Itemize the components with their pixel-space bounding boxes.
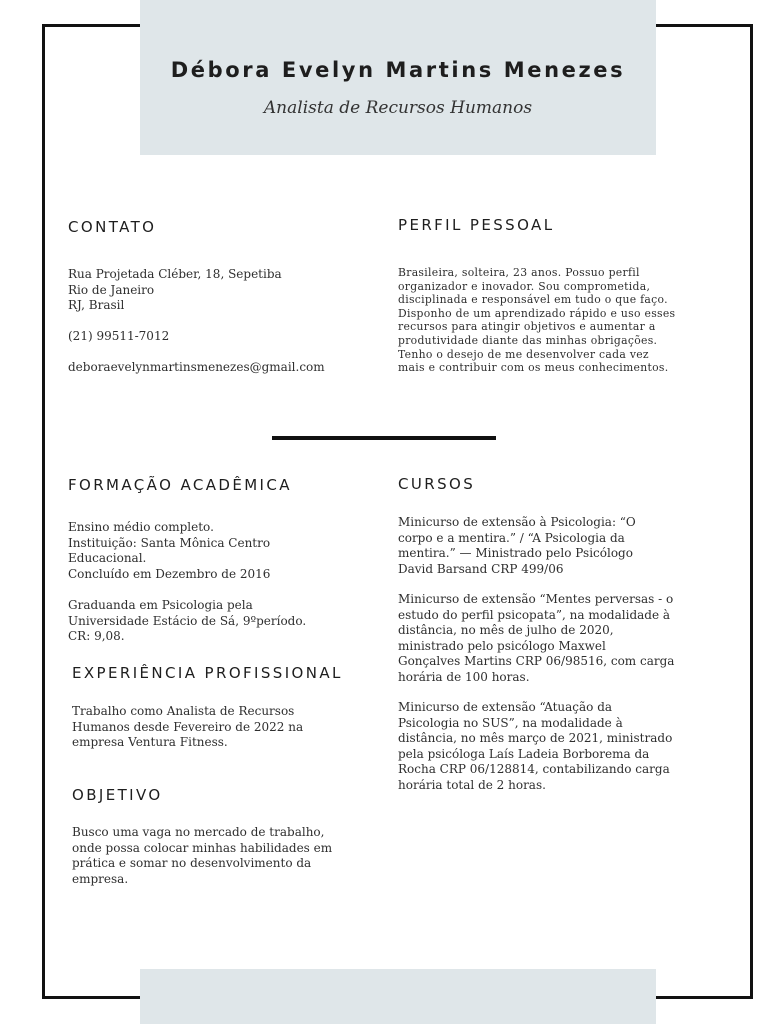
section-divider [272,436,496,440]
experiencia-text: Trabalho como Analista de Recursos Humanos desde Fevereiro de 2022 na empresa Ventura Fitness. [72,704,304,749]
contato-address: Rua Projetada Cléber, 18, Sepetiba Rio de Janeiro RJ, Brasil [68,267,282,312]
objetivo-heading: OBJETIVO [72,786,163,804]
candidate-role: Analista de Recursos Humanos [263,98,533,118]
perfil-heading: PERFIL PESSOAL [398,216,555,234]
perfil-text: Brasileira, solteira, 23 anos. Possuo perfil organizador e inovador. Sou comprometida, disciplinada e responsável em tudo o que faço. Disponho de um aprendizado rápido e uso esses recursos para atingir objetivos e aumentar a produtividade diante das minhas obrigações. Tenho o desejo de me desenvolver cada vez mais e contribuir com os meus conhecimentos. [398,266,676,375]
cursos-heading: CURSOS [398,475,476,493]
objetivo-text: Busco uma vaga no mercado de trabalho, onde possa colocar minhas habilidades em prática e somar no desenvolvimento da empresa. [72,825,333,886]
formacao-item-2: Graduanda em Psicologia pela Universidade Estácio de Sá, 9ºperíodo. CR: 9,08. [68,598,307,643]
contato-heading: CONTATO [68,218,157,236]
formacao-heading: FORMAÇÃO ACADÊMICA [68,476,292,494]
contato-phone: (21) 99511-7012 [68,329,170,343]
formacao-item-1: Ensino médio completo. Instituição: Santa Mônica Centro Educacional. Concluído em Dezembro de 2016 [68,520,271,581]
experiencia-heading: EXPERIÊNCIA PROFISSIONAL [72,664,343,682]
candidate-name: Débora Evelyn Martins Menezes [170,58,626,82]
contato-email: deboraevelynmartinsmenezes@gmail.com [68,360,325,374]
curso-item-1: Minicurso de extensão à Psicologia: “O corpo e a mentira.” / “A Psicologia da mentira.” — Ministrado pelo Psicólogo David Barsand CRP 499/06 [398,515,636,576]
footer-background [140,969,656,1024]
curso-item-3: Minicurso de extensão “Atuação da Psicologia no SUS”, na modalidade à distância, no mês março de 2021, ministrado pela psicóloga Laís Ladeia Borborema da Rocha CRP 06/128814, contabilizando carga horária total de 2 horas. [398,700,673,792]
curso-item-2: Minicurso de extensão “Mentes perversas - o estudo do perfil psicopata”, na modalidade à distância, no mês de julho de 2020, ministrado pelo psicólogo Maxwel Gonçalves Martins CRP 06/98516, com carga horária de 100 horas. [398,592,675,684]
